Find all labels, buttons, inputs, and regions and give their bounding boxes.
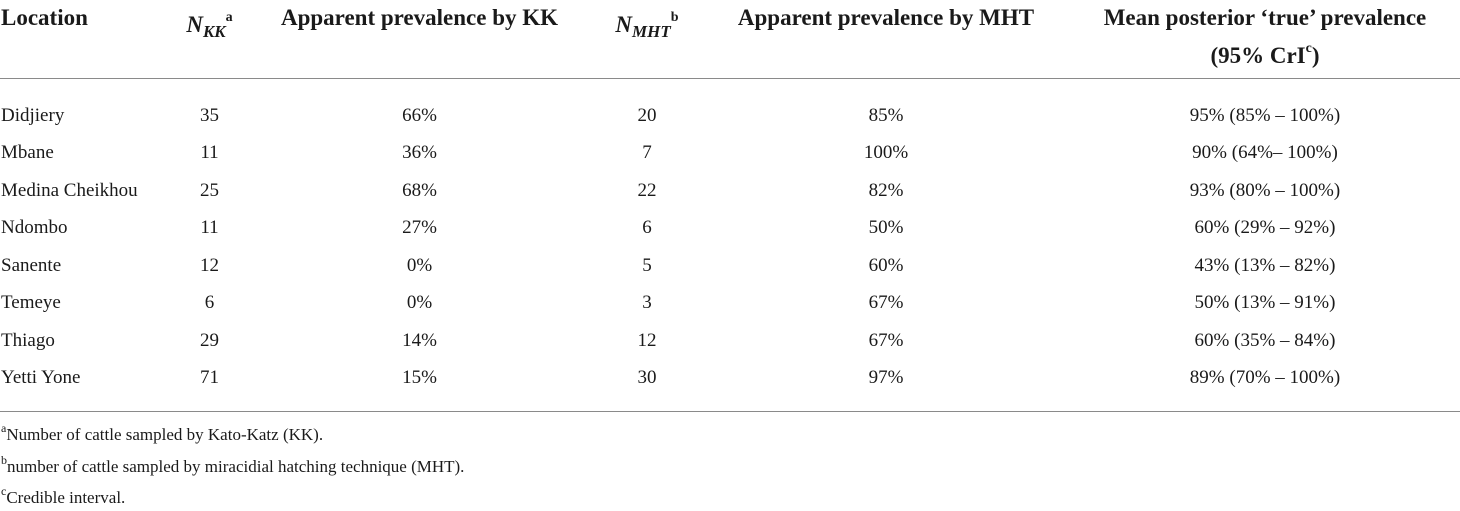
cell-apparent-mht: 100%: [863, 142, 909, 164]
cell-posterior: 60% (35% – 84%): [1194, 329, 1336, 351]
footnote-mark: b: [1, 452, 7, 467]
cell-location: Sanente: [1, 254, 62, 276]
cell-location: Mbane: [1, 142, 54, 164]
cell-n-kk: 6: [204, 292, 215, 314]
header-posterior-line1: Mean posterior ‘true’ prevalence: [1103, 5, 1427, 30]
cell-location: Temeye: [1, 292, 61, 314]
cell-apparent-kk: 0%: [406, 292, 433, 314]
table-row: [0, 210, 1460, 248]
cell-n-mht: 20: [637, 104, 657, 126]
cell-apparent-kk: 36%: [402, 142, 437, 164]
table-row: [0, 247, 1460, 285]
footnote: [1, 479, 464, 511]
table-row: [0, 135, 1460, 173]
header-n-kk: $N_{KK}^a$: [186, 10, 233, 41]
cell-posterior: 50% (13% – 91%): [1194, 292, 1336, 314]
cell-apparent-mht: 85%: [868, 104, 904, 126]
footnote-text: Number of cattle sampled by Kato-Katz (KK).: [6, 425, 324, 444]
cell-n-kk: 29: [200, 329, 219, 351]
cell-posterior: 60% (29% – 92%): [1194, 217, 1336, 239]
table-row: [0, 79, 1460, 135]
cell-apparent-mht: 67%: [868, 292, 904, 314]
cell-posterior: 43% (13% – 82%): [1194, 254, 1336, 276]
cell-posterior: 93% (80% – 100%): [1189, 179, 1341, 201]
cell-apparent-kk: 66%: [402, 104, 437, 126]
cell-apparent-kk: 0%: [406, 254, 433, 276]
table-header: [0, 0, 1460, 79]
cell-n-kk: 12: [200, 254, 219, 276]
cell-apparent-kk: 27%: [402, 217, 437, 239]
cell-n-kk: 35: [200, 104, 219, 126]
cell-apparent-mht: 60%: [868, 254, 904, 276]
header-location: Location: [1, 5, 88, 30]
cell-apparent-mht: 67%: [868, 329, 904, 351]
footnote: [1, 416, 464, 448]
cell-posterior: 95% (85% – 100%): [1189, 104, 1341, 126]
cell-location: Yetti Yone: [0, 360, 172, 412]
cell-n-kk: 25: [200, 179, 219, 201]
cell-apparent-mht: 97%: [702, 360, 1070, 412]
table-body: [0, 79, 1460, 412]
cell-n-mht: 3: [642, 292, 652, 314]
table-row: [0, 172, 1460, 210]
table-row: [0, 322, 1460, 360]
table-row: [0, 360, 1460, 412]
cell-apparent-kk: 15%: [247, 360, 592, 412]
cell-location: Thiago: [1, 329, 55, 351]
cell-n-kk: 11: [200, 142, 219, 164]
cell-posterior: 89% (70% – 100%): [1070, 360, 1460, 412]
header-apparent-mht: Apparent prevalence by MHT: [737, 5, 1035, 30]
header-n-mht: $N_{MHT}^b$: [615, 10, 679, 41]
cell-apparent-mht: 82%: [868, 179, 904, 201]
header-posterior: [1070, 0, 1460, 79]
cell-n-mht: 12: [637, 329, 657, 351]
cell-n-mht: 22: [637, 179, 657, 201]
footnote-text: number of cattle sampled by miracidial hatching technique (MHT).: [7, 456, 465, 476]
header-posterior-line2: (95% CrI$^c$): [1210, 41, 1320, 68]
cell-apparent-kk: 14%: [402, 329, 437, 351]
cell-apparent-mht: 50%: [868, 217, 904, 239]
cell-apparent-kk: 68%: [402, 179, 437, 201]
footnote-text: Credible interval.: [6, 488, 126, 507]
footnote-mark: c: [1, 484, 7, 498]
footnote-mark: a: [1, 421, 7, 435]
cell-n-mht: 30: [592, 360, 702, 412]
cell-n-kk: 11: [200, 217, 219, 239]
cell-location: Medina Cheikhou: [1, 179, 138, 201]
table-row: [0, 285, 1460, 323]
cell-location: Didjiery: [1, 104, 65, 126]
cell-n-mht: 5: [642, 254, 652, 276]
cell-location: Ndombo: [1, 217, 68, 239]
footnotes: [1, 416, 464, 511]
cell-n-mht: 7: [642, 142, 652, 164]
footnote: [1, 448, 464, 480]
header-apparent-kk: Apparent prevalence by KK: [280, 5, 559, 30]
cell-n-kk: 71: [172, 360, 247, 412]
cell-posterior: 90% (64%– 100%): [1192, 142, 1338, 164]
cell-n-mht: 6: [642, 217, 652, 239]
